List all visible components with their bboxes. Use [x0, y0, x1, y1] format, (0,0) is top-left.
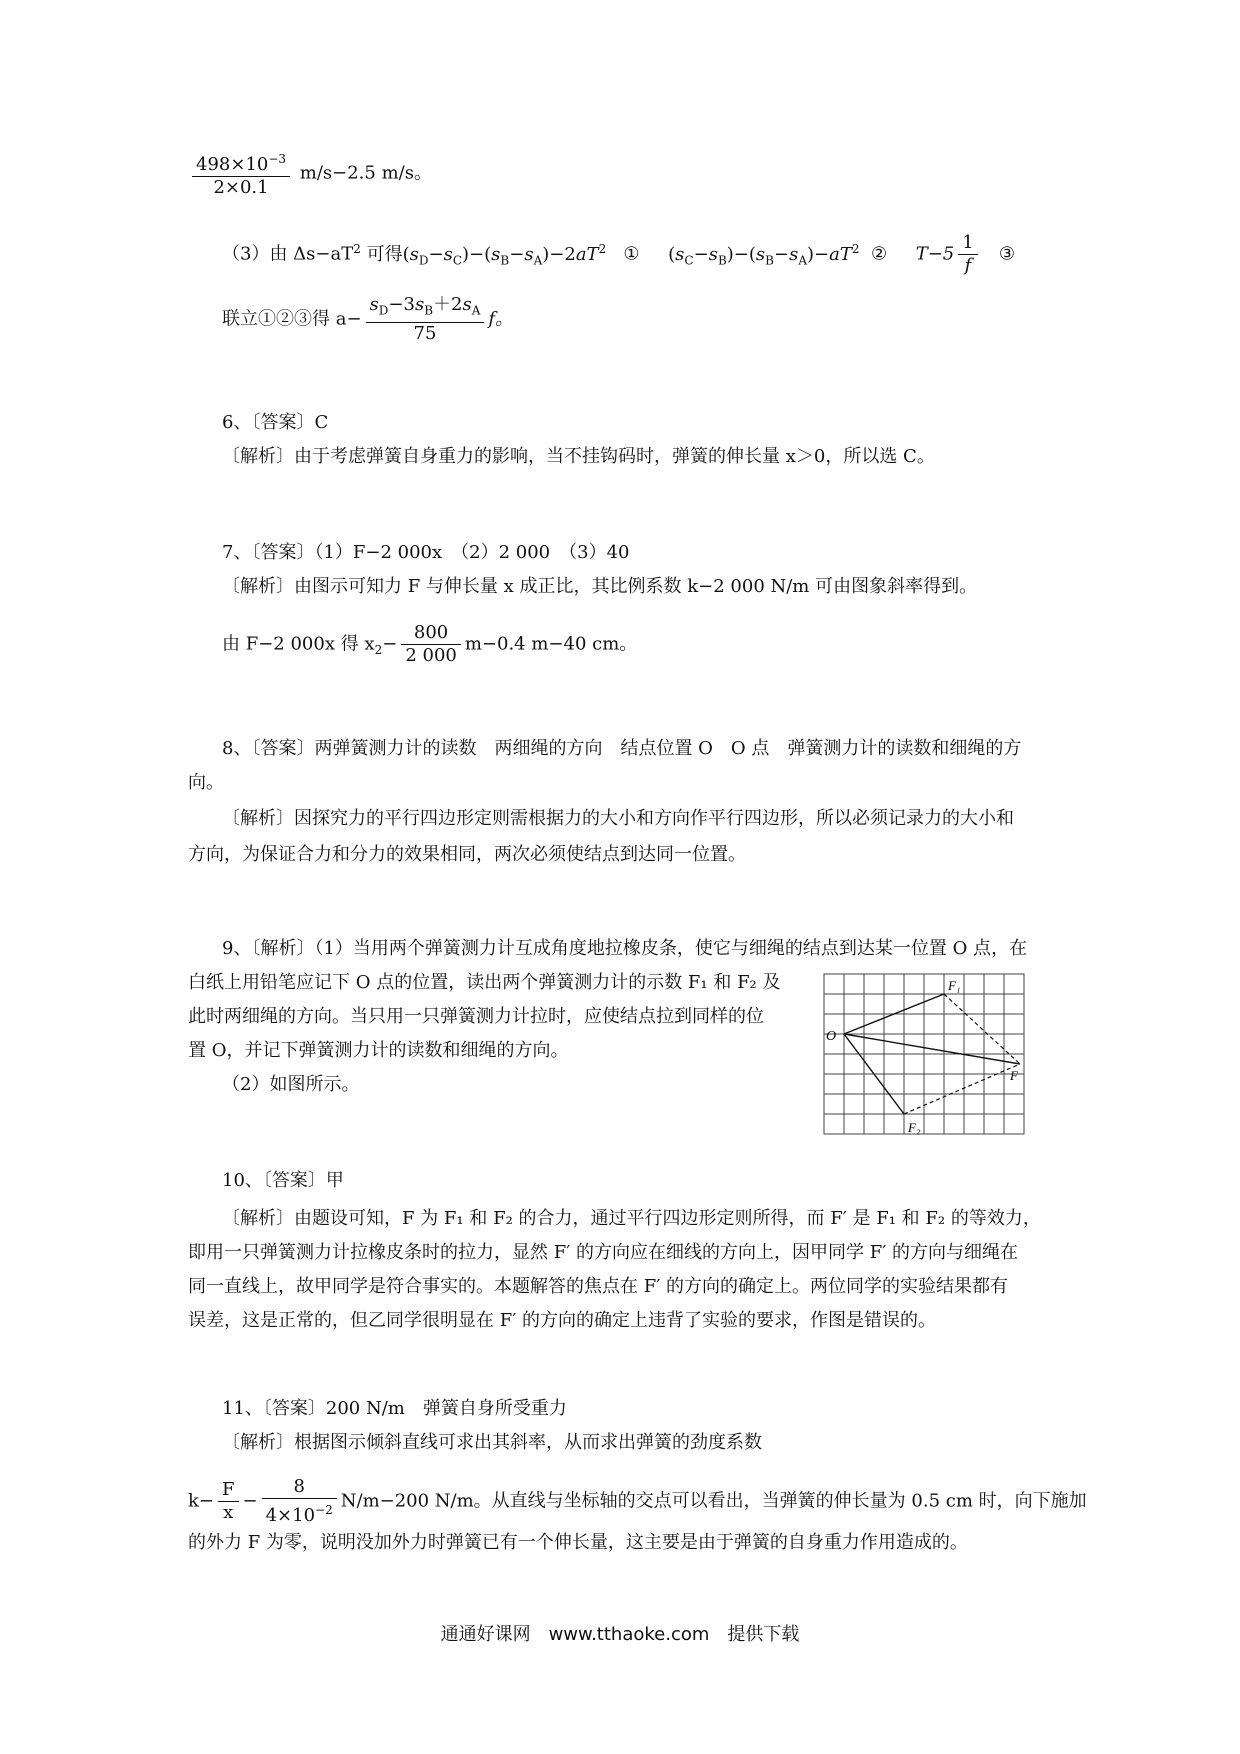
- page-footer: 通通好课网 www.tthaoke.com 提供下载: [440, 1624, 800, 1645]
- q8-answer-cont: 向。: [188, 772, 224, 793]
- fraction: $\frac{F}{x}$: [218, 1479, 239, 1524]
- q7-calculation: 由 F−2 000x 得 $x_2-$ $\frac{800}{2 000}$ m−0.4 m−40 cm。: [222, 622, 638, 666]
- label-f1: F₁: [948, 978, 961, 993]
- parallelogram-edge-2: [904, 1064, 1020, 1114]
- label-f2: F₂: [908, 1120, 921, 1135]
- q8-analysis-cont: 方向，为保证合力和分力的效果相同，两次必须使结点到达同一位置。: [188, 844, 746, 865]
- q8-answer: 8、〔答案〕两弹簧测力计的读数 两细绳的方向 结点位置 O O 点 弹簧测力计的读数和细绳的方: [222, 738, 1022, 759]
- resultant-f-line: [844, 1034, 1020, 1064]
- q8-analysis: 〔解析〕因探究力的平行四边形定则需根据力的大小和方向作平行四边形，所以必须记录力的大小和: [222, 808, 1014, 829]
- q7-answer: 7、〔答案〕（1）F−2 000x （2）2 000 （3）40: [222, 542, 630, 563]
- q9-line-5: （2）如图所示。: [222, 1074, 360, 1095]
- q11-answer: 11、〔答案〕200 N/m 弹簧自身所受重力: [222, 1398, 567, 1419]
- label-o: O: [826, 1029, 837, 1044]
- grid: [824, 974, 1024, 1134]
- fraction: $\frac{1}{f}$: [958, 232, 977, 277]
- solution-line-equations: （3）由 $\Delta s-aT^2$ 可得$(s_D-s_C)-(s_B-s_A)-2aT^2$ ① $(s_C-s_B)-(s_B-s_A)-aT^2$ ② T−5 $\frac{1}{f}$ ③: [222, 232, 1016, 276]
- fraction: $\frac{8}{4\times 10^{-2}}$: [262, 1476, 337, 1527]
- q10-answer: 10、〔答案〕甲: [222, 1170, 344, 1191]
- q11-analysis-2: k− $\frac{F}{x}$ − $\frac{8}{4\times 10^{-2}}$ N/m−200 N/m。从直线与坐标轴的交点可以看出，当弹簧的伸长量为 0.5 cm 时，向下施加: [188, 1476, 1087, 1526]
- force-diagram: [820, 970, 1030, 1144]
- q7-analysis: 〔解析〕由图示可知力 F 与伸长量 x 成正比，其比例系数 k−2 000 N/m 可由图象斜率得到。: [222, 576, 978, 597]
- q9-line-3: 此时两细绳的方向。当只用一只弹簧测力计拉时，应使结点拉到同样的位: [188, 1006, 764, 1027]
- q9-line-2: 白纸上用铅笔应记下 O 点的位置，读出两个弹簧测力计的示数 F₁ 和 F₂ 及: [188, 972, 781, 993]
- label-f: F: [1010, 1068, 1018, 1083]
- q6-answer: 6、〔答案〕C: [222, 412, 329, 433]
- q11-analysis-3: 的外力 F 为零，说明没加外力时弹簧已有一个伸长量，这主要是由于弹簧的自身重力作用造成的。: [188, 1532, 968, 1553]
- fraction: $\frac{s_D-3s_B+2s_A}{75}$: [366, 294, 485, 345]
- fraction: $\frac{498\times 10^{-3}}{2\times 0.1}$: [192, 148, 290, 199]
- q10-analysis-1: 〔解析〕由题设可知，F 为 F₁ 和 F₂ 的合力，通过平行四边形定则所得，而 F′ 是 F₁ 和 F₂ 的等效力，: [222, 1208, 1041, 1229]
- force-diagram-svg: [820, 970, 1030, 1140]
- q10-analysis-2: 即用一只弹簧测力计拉橡皮条时的拉力，显然 F′ 的方向应在细线的方向上，因甲同学 F′ 的方向与细绳在: [188, 1242, 1019, 1263]
- solution-line-result: 联立①②③得 a− $\frac{s_D-3s_B+2s_A}{75}$ f。: [222, 294, 514, 344]
- q10-analysis-4: 误差，这是正常的，但乙同学很明显在 F′ 的方向的确定上违背了实验的要求，作图是错误的。: [188, 1310, 937, 1331]
- q10-analysis-3: 同一直线上，故甲同学是符合事实的。本题解答的焦点在 F′ 的方向的确定上。两位同学的实验结果都有: [188, 1276, 1009, 1297]
- q9-line-4: 置 O，并记下弹簧测力计的读数和细绳的方向。: [188, 1040, 569, 1061]
- solution-line-velocity: $\frac{498\times 10^{-3}}{2\times 0.1}$ m/s−2.5 m/s。: [188, 148, 432, 199]
- q11-analysis-1: 〔解析〕根据图示倾斜直线可求出其斜率，从而求出弹簧的劲度系数: [222, 1432, 762, 1453]
- fraction: $\frac{800}{2 000}$: [401, 622, 461, 667]
- q6-analysis: 〔解析〕由于考虑弹簧自身重力的影响，当不挂钩码时，弹簧的伸长量 x＞0，所以选 C。: [222, 446, 935, 467]
- q9-line-1: 9、〔解析〕（1）当用两个弹簧测力计互成角度地拉橡皮条，使它与细绳的结点到达某一位置 O 点，在: [222, 938, 1028, 959]
